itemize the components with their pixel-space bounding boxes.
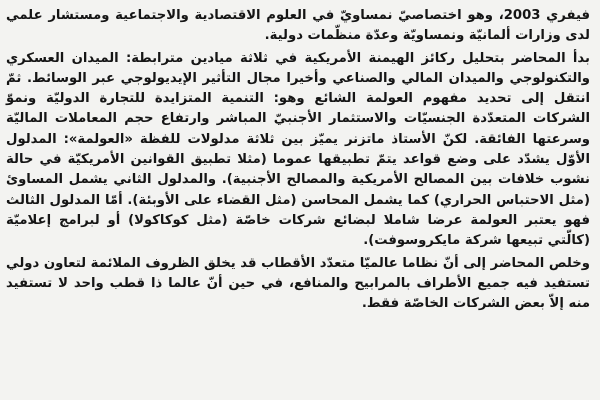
paragraph-analysis: بدأ المحاضر بتحليل ركائز الهيمنة الأمريكية في ثلاثة ميادين مترابطة: الميدان العسكري والتكنولوجي والميدان المالي والصناعي وأخيرا مجال التأثير الإيديولوجي عبر الوسائط. ثمّ انتقل إلى تحديد مفهوم العولمة الشائع وهو: التنمية المتزايدة للتجارة الدوليّة ونموّ الشركات المتعدّدة الجنسيّات والاستثمار الأجنبيّ المباشر وارتفاع حجم المعاملات الماليّة وسرعتها الفائقة. لكنّ الأستاذ ماتزنر يميّز بين ثلاثة مدلولات للفظة «العولمة»: المدلول الأوّل يشدّد على وضع قواعد يتمّ تطبيقها عموما (مثلا تطبيق القوانين الأمريكيّة في حالة نشوب خلافات بين المصالح الأمريكية والمصالح الأجنبية). والمدلول الثاني يشمل المساوئ (مثل الاحتباس الحراري) كما يشمل المحاسن (مثل القضاء على الأوبئة). أمّا المدلول الثالث فهو يعتبر العولمة عرضا شاملا لبضائع شركات خاصّة (مثل كوكاكولا) أو لبرامج إعلاميّة (كالّتي تبيعها شركة مايكروسوفت).: [6, 50, 590, 249]
paragraph-conclusion: وخلص المحاضر إلى أنّ نظاما عالميّا متعدّد الأقطاب قد يخلق الظروف الملائمة لتعاون دولي تستفيد فيه جميع الأطراف بالمرابيح والمنافع، في حين أنّ عالما ذا قطب واحد لا تستفيد منه إلاّ بعض الشركات الخاصّة فقط.: [6, 255, 590, 312]
paragraph-intro: فيفري 2003، وهو اختصاصيّ نمساويّ في العلوم الاقتصادية والاجتماعية ومستشار علمي لدى وزارات ألمانيّة ونمساويّة وعدّة منظّمات دولية.: [6, 8, 590, 44]
